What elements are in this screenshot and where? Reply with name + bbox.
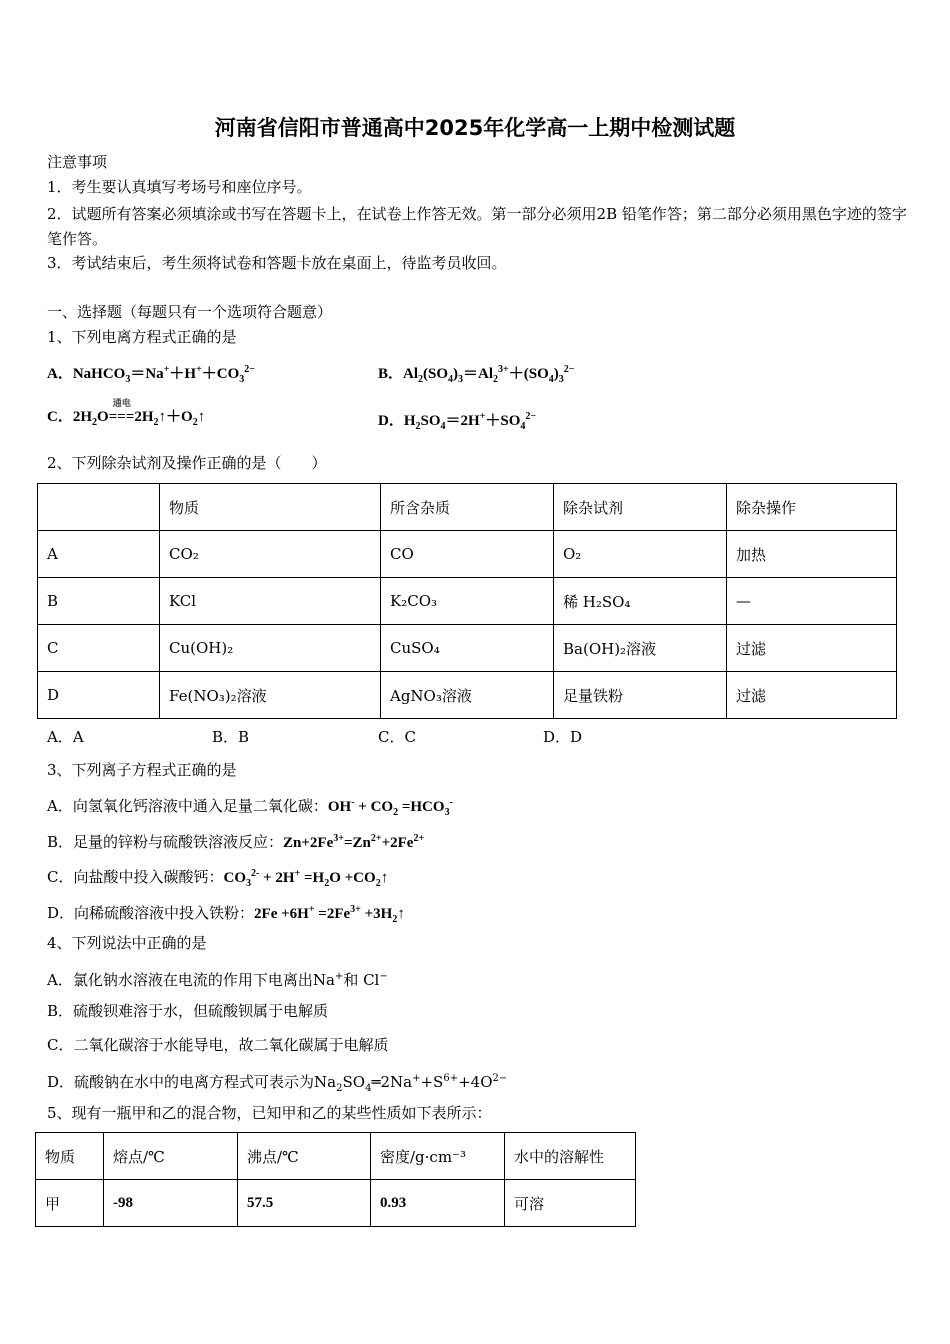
table-cell: 过滤 (727, 672, 897, 719)
table-row (38, 672, 897, 719)
table-cell: 可溶 (505, 1180, 636, 1227)
q1-option-b: B．$Al_2(SO_4)_3=Al_2^{3+}+(SO_4)_3^{2-}$ (378, 364, 575, 385)
q2-option-a: A．A (47, 728, 84, 746)
q3-c-text: C．向盐酸中投入碳酸钙： (47, 868, 224, 886)
q1-b-label: B． (378, 366, 404, 382)
table-header-row (38, 484, 897, 531)
table-cell: D (38, 672, 160, 719)
table-cell: 57.5 (238, 1180, 371, 1227)
table-row (36, 1180, 636, 1227)
q1-option-a: A．$NaHCO_3=Na^++H^++CO_3^{2-}$ (47, 364, 255, 385)
table-cell: 物质 (160, 484, 381, 531)
table-cell: CuSO₄ (381, 625, 554, 672)
table-cell: 稀 H₂SO₄ (554, 578, 727, 625)
q4-option-c: C．二氧化碳溶于水能导电，故二氧化碳属于电解质 (47, 1036, 389, 1054)
table-cell: Ba(OH)₂溶液 (554, 625, 727, 672)
table-cell: CO₂ (160, 531, 381, 578)
table-row (38, 578, 897, 625)
table-cell: CO (381, 531, 554, 578)
table-cell: K₂CO₃ (381, 578, 554, 625)
q4-stem: 4、下列说法中正确的是 (47, 934, 207, 952)
notice-heading: 注意事项 (47, 153, 108, 171)
table-cell: KCl (160, 578, 381, 625)
q1-c-condition: 通电 (112, 398, 131, 408)
q4-option-d: D．硫酸钠在水中的电离方程式可表示为$Na_2SO_4═2Na^++S^{6+}+4O^{2-}$ (47, 1073, 508, 1094)
table-cell: O₂ (554, 531, 727, 578)
table-cell: 0.93 (371, 1180, 505, 1227)
q2-stem: 2、下列除杂试剂及操作正确的是（ ） (47, 454, 327, 472)
q3-stem: 3、下列离子方程式正确的是 (47, 761, 237, 779)
table-cell: 足量铁粉 (554, 672, 727, 719)
table-cell: Fe(NO₃)₂溶液 (160, 672, 381, 719)
table-cell: A (38, 531, 160, 578)
section-heading: 一、选择题（每题只有一个选项符合题意） (47, 303, 333, 321)
q4-a-text: A．氯化钠水溶液在电流的作用下电离出 (47, 971, 313, 989)
q3-option-b: B．足量的锌粉与硫酸铁溶液反应：$Zn+2Fe^{3+}=Zn^{2+}+2Fe^{2+}$ (47, 833, 425, 851)
q2-option-d: D．D (543, 728, 583, 746)
table-cell: -98 (104, 1180, 238, 1227)
table-cell: 过滤 (727, 625, 897, 672)
table-cell: AgNO₃溶液 (381, 672, 554, 719)
q1-option-d: D．$H_2SO_4=2H^++SO_4^{2-}$ (378, 411, 537, 432)
q3-a-text: A．向氢氧化钙溶液中通入足量二氧化碳： (47, 797, 328, 815)
q3-option-d: D．向稀硫酸溶液中投入铁粉：$2Fe +6H^+ =2Fe^{3+}$ $+3H_2↑$ (47, 904, 405, 925)
table-cell: — (727, 578, 897, 625)
q1-c-label: C． (47, 409, 73, 425)
page-title: 河南省信阳市普通高中2025年化学高一上期中检测试题 (214, 116, 736, 140)
table-cell: C (38, 625, 160, 672)
q3-b-text: B．足量的锌粉与硫酸铁溶液反应： (47, 833, 284, 851)
table-header-row (36, 1133, 636, 1180)
table-cell: 沸点/℃ (238, 1133, 371, 1180)
q1-d-label: D． (378, 413, 404, 429)
q2-table (37, 483, 897, 719)
notice-item-1: 1．考生要认真填写考场号和座位序号。 (47, 178, 312, 196)
q1-stem: 1、下列电离方程式正确的是 (47, 328, 237, 346)
table-cell: 加热 (727, 531, 897, 578)
q3-option-c: C．向盐酸中投入碳酸钙：$CO_3^{2-} + 2H^+ =H_2O$ $+CO_2↑$ (47, 868, 389, 889)
q5-stem: 5、现有一瓶甲和乙的混合物，已知甲和乙的某些性质如下表所示： (47, 1104, 492, 1122)
table-row (38, 531, 897, 578)
q2-option-c: C．C (378, 728, 416, 746)
table-cell: 除杂试剂 (554, 484, 727, 531)
table-row (38, 625, 897, 672)
q3-option-a: A．向氢氧化钙溶液中通入足量二氧化碳：$OH^- + CO_2 =HCO_3^-$ (47, 797, 453, 818)
notice-item-2: 2．试题所有答案必须填涂或书写在答题卡上，在试卷上作答无效。第一部分必须用2B 铅笔作答；第二部分必须用黑色字迹的签字笔作答。 (47, 205, 907, 248)
table-cell (38, 484, 160, 531)
q2-option-b: B．B (212, 728, 250, 746)
table-cell: 密度/g·cm⁻³ (371, 1133, 505, 1180)
table-cell: 熔点/℃ (104, 1133, 238, 1180)
q1-option-c: C．$2H_2O$ 通电 $===2H_2↑+O_2↑$ (47, 407, 205, 433)
q4-option-a: A．氯化钠水溶液在电流的作用下电离出Na+和 Cl− (47, 971, 388, 989)
q1-a-label: A． (47, 366, 73, 382)
table-cell: 所含杂质 (381, 484, 554, 531)
table-cell: B (38, 578, 160, 625)
table-cell: 物质 (36, 1133, 104, 1180)
q4-option-b: B．硫酸钡难溶于水，但硫酸钡属于电解质 (47, 1002, 329, 1020)
table-cell: Cu(OH)₂ (160, 625, 381, 672)
table-cell: 甲 (36, 1180, 104, 1227)
table-cell: 除杂操作 (727, 484, 897, 531)
notice-item-3: 3．考试结束后，考生须将试卷和答题卡放在桌面上，待监考员收回。 (47, 254, 507, 272)
table-cell: 水中的溶解性 (505, 1133, 636, 1180)
q3-d-text: D．向稀硫酸溶液中投入铁粉： (47, 904, 255, 922)
q5-table (35, 1132, 636, 1227)
q4-d-text: D．硫酸钠在水中的电离方程式可表示为 (47, 1073, 315, 1091)
